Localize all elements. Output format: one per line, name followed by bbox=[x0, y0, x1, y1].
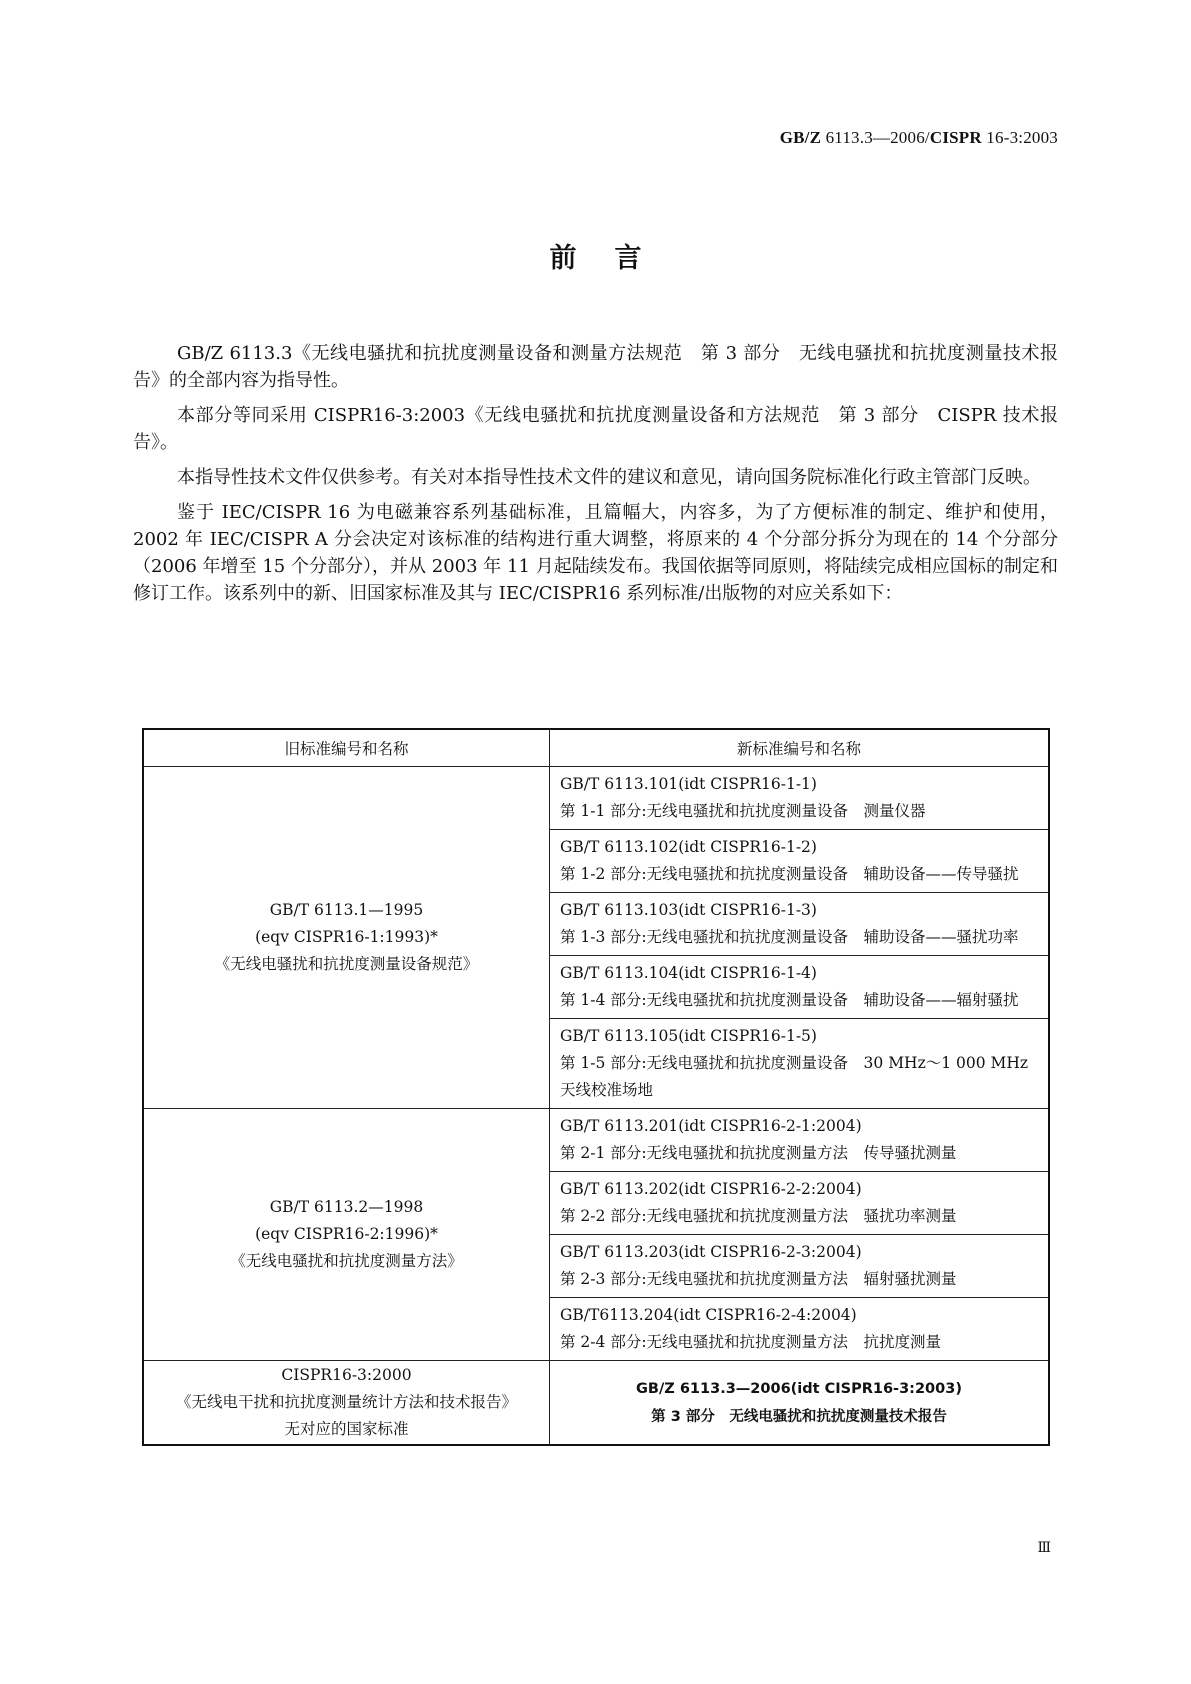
new-standard-cell bbox=[550, 1019, 1050, 1109]
new-standard-number: GB/T 6113.104(idt CISPR16-1-4) bbox=[560, 964, 817, 982]
new-standard-cell bbox=[550, 893, 1050, 956]
page-number: Ⅲ bbox=[1037, 1540, 1051, 1556]
new-standard-cell bbox=[550, 830, 1050, 893]
new-standard-number: GB/T 6113.203(idt CISPR16-2-3:2004) bbox=[560, 1243, 862, 1261]
current-standard-cell bbox=[550, 1361, 1050, 1446]
new-standard-title: 第 2-2 部分:无线电骚扰和抗扰度测量方法 骚扰功率测量 bbox=[560, 1207, 957, 1225]
new-standard-cell bbox=[550, 1235, 1050, 1298]
old-standard-number: CISPR16-3:2000 bbox=[281, 1366, 412, 1384]
new-standard-cell bbox=[550, 1298, 1050, 1361]
new-standard-number: GB/T 6113.201(idt CISPR16-2-1:2004) bbox=[560, 1117, 862, 1135]
table-header-row bbox=[143, 729, 1049, 767]
old-standard-title: 《无线电干扰和抗扰度测量统计方法和技术报告》 bbox=[175, 1393, 517, 1411]
old-standard-title: 《无线电骚扰和抗扰度测量方法》 bbox=[230, 1252, 463, 1270]
header-new-standard: 新标准编号和名称 bbox=[550, 729, 1050, 767]
old-standard-number: GB/T 6113.1—1995 bbox=[269, 901, 424, 919]
new-standard-title: 第 2-4 部分:无线电骚扰和抗扰度测量方法 抗扰度测量 bbox=[560, 1333, 942, 1351]
old-standard-equivalence: (eqv CISPR16-2:1996)* bbox=[255, 1225, 438, 1243]
paragraph-2: 本部分等同采用 CISPR16-3:2003《无线电骚扰和抗扰度测量设备和方法规范 第 3 部分 CISPR 技术报告》。 bbox=[133, 405, 1058, 453]
new-standard-number: GB/T 6113.202(idt CISPR16-2-2:2004) bbox=[560, 1180, 862, 1198]
table-row bbox=[143, 767, 1049, 830]
old-standard-note: 无对应的国家标准 bbox=[284, 1420, 409, 1438]
header-gbz: GB/Z bbox=[779, 128, 822, 147]
new-standard-title: 第 2-1 部分:无线电骚扰和抗扰度测量方法 传导骚扰测量 bbox=[560, 1144, 957, 1162]
old-standard-cell-2 bbox=[143, 1109, 550, 1361]
new-standard-cell bbox=[550, 956, 1050, 1019]
new-standard-title: 第 1-2 部分:无线电骚扰和抗扰度测量设备 辅助设备——传导骚扰 bbox=[560, 865, 1019, 883]
new-standard-cell bbox=[550, 767, 1050, 830]
header-cispr-number: 16-3:2003 bbox=[981, 128, 1058, 147]
table-row bbox=[143, 1109, 1049, 1172]
table-row bbox=[143, 1361, 1049, 1446]
paragraph-3: 本指导性技术文件仅供参考。有关对本指导性技术文件的建议和意见，请向国务院标准化行政主管部门反映。 bbox=[177, 467, 1041, 488]
new-standard-title: 第 2-3 部分:无线电骚扰和抗扰度测量方法 辐射骚扰测量 bbox=[560, 1270, 957, 1288]
new-standard-title: 第 1-1 部分:无线电骚扰和抗扰度测量设备 测量仪器 bbox=[560, 802, 926, 820]
new-standard-title: 第 1-5 部分:无线电骚扰和抗扰度测量设备 30 MHz～1 000 MHz天线校准场地 bbox=[560, 1054, 1029, 1099]
new-standard-number: GB/T 6113.102(idt CISPR16-1-2) bbox=[560, 838, 817, 856]
old-standard-number: GB/T 6113.2—1998 bbox=[269, 1198, 424, 1216]
new-standard-number: GB/T 6113.105(idt CISPR16-1-5) bbox=[560, 1027, 817, 1045]
document-code-header bbox=[780, 128, 1058, 148]
new-standard-cell bbox=[550, 1172, 1050, 1235]
page-title: 前言 bbox=[549, 243, 680, 274]
foreword-body bbox=[133, 340, 1058, 615]
old-standard-equivalence: (eqv CISPR16-1:1993)* bbox=[255, 928, 438, 946]
header-old-standard: 旧标准编号和名称 bbox=[143, 729, 550, 767]
paragraph-1: GB/Z 6113.3《无线电骚扰和抗扰度测量设备和测量方法规范 第 3 部分 无线电骚扰和抗扰度测量技术报告》的全部内容为指导性。 bbox=[133, 343, 1058, 391]
paragraph-4: 鉴于 IEC/CISPR 16 为电磁兼容系列基础标准，且篇幅大，内容多，为了方便标准的制定、维护和使用，2002 年 IEC/CISPR A 分会决定对该标准的结构进行重大调整，将原来的 4 个分部分拆分为现在的 14 个分部分（2006 年增至 15 个分部分），并从 2003 年 11 月起陆续发布。我国依据等同原则，将陆续完成相应国标的制定和修订工作。该系列中的新、旧国家标准及其与 IEC/CISPR16 系列标准/出版物的对应关系如下： bbox=[133, 502, 1058, 604]
standards-mapping-table bbox=[142, 728, 1050, 1446]
header-number: 6113.3—2006/ bbox=[821, 128, 930, 147]
current-standard-number: GB/Z 6113.3—2006(idt CISPR16-3:2003) bbox=[636, 1380, 962, 1397]
old-standard-cell-1 bbox=[143, 767, 550, 1109]
new-standard-title: 第 1-3 部分:无线电骚扰和抗扰度测量设备 辅助设备——骚扰功率 bbox=[560, 928, 1019, 946]
new-standard-number: GB/T 6113.103(idt CISPR16-1-3) bbox=[560, 901, 817, 919]
new-standard-number: GB/T 6113.101(idt CISPR16-1-1) bbox=[560, 775, 817, 793]
new-standard-title: 第 1-4 部分:无线电骚扰和抗扰度测量设备 辅助设备——辐射骚扰 bbox=[560, 991, 1019, 1009]
header-cispr: CISPR bbox=[929, 128, 982, 147]
current-standard-title: 第 3 部分 无线电骚扰和抗扰度测量技术报告 bbox=[651, 1408, 947, 1425]
new-standard-number: GB/T6113.204(idt CISPR16-2-4:2004) bbox=[560, 1306, 857, 1324]
old-standard-cell-3 bbox=[143, 1361, 550, 1446]
new-standard-cell bbox=[550, 1109, 1050, 1172]
old-standard-title: 《无线电骚扰和抗扰度测量设备规范》 bbox=[214, 955, 479, 973]
